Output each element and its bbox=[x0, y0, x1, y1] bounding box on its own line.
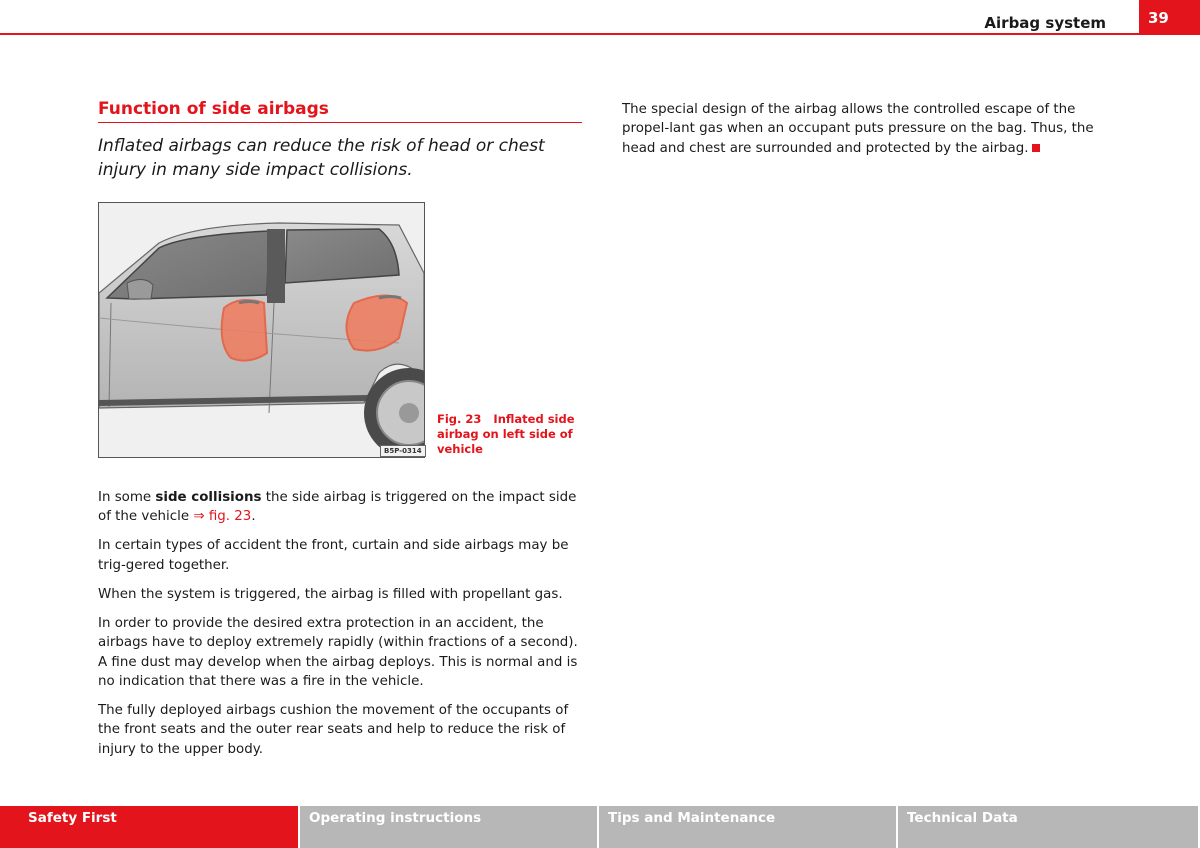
figure-car-side-airbags bbox=[98, 202, 425, 458]
figure-code: B5P-0314 bbox=[380, 445, 426, 457]
footer-tab-safety-first[interactable]: Safety First bbox=[0, 806, 298, 848]
figure-reference-link[interactable]: ⇒ fig. 23 bbox=[193, 509, 252, 525]
paragraph: In certain types of accident the front, curtain and side airbags may be trig-gered together. bbox=[98, 538, 569, 573]
footer-nav bbox=[0, 806, 1200, 848]
footer-tab-technical-data[interactable]: Technical Data bbox=[898, 806, 1198, 848]
body-text bbox=[98, 488, 584, 769]
paragraph: In order to provide the desired extra protection in an accident, the airbags have to deploy extremely rapidly (within fractions of a second). A fine dust may develop when the airbag deploys. This is normal and is no indication that there was a fire in the vehicle. bbox=[98, 615, 578, 690]
end-of-section-marker bbox=[1032, 144, 1040, 152]
bold-term: side collisions bbox=[155, 490, 262, 505]
figure-caption-label: Fig. 23 bbox=[437, 412, 482, 426]
paragraph: The special design of the airbag allows the controlled escape of the propel-lant gas when an occupant puts pressure on the bag. Thus, the head and chest are surrounded and protected by the airbag. bbox=[622, 102, 1094, 156]
section-intro: Inflated airbags can reduce the risk of head or chest injury in many side impact collisions. bbox=[98, 136, 545, 180]
paragraph: The fully deployed airbags cushion the movement of the occupants of the front seats and the outer rear seats and help to reduce the risk of injury to the upper body. bbox=[98, 703, 569, 757]
right-column bbox=[622, 100, 1112, 158]
chapter-title: Airbag system bbox=[984, 14, 1106, 32]
header-rule bbox=[0, 33, 1200, 35]
section-title-rule bbox=[98, 122, 582, 123]
car-illustration bbox=[99, 203, 424, 457]
footer-tab-tips-maintenance[interactable]: Tips and Maintenance bbox=[599, 806, 896, 848]
page-number: 39 bbox=[1139, 0, 1200, 35]
paragraph: In some side collisions the side airbag is triggered on the impact side of the vehicle ⇒ fig. 23. bbox=[98, 490, 577, 525]
section-title: Function of side airbags bbox=[98, 99, 329, 119]
footer-tab-operating-instructions[interactable]: Operating instructions bbox=[300, 806, 597, 848]
figure-caption-text: Inflated side airbag on left side of vehicle bbox=[437, 412, 575, 456]
paragraph: When the system is triggered, the airbag is filled with propellant gas. bbox=[98, 586, 563, 602]
figure-caption bbox=[437, 412, 577, 457]
